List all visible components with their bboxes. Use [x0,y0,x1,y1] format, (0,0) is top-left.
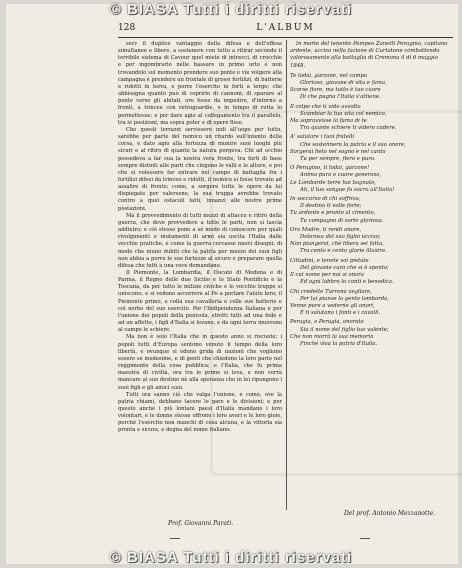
poem-line: Che non morrà la sua memoria [290,333,374,340]
poem-line: Cittadini, e tenete voi pietate [290,257,369,264]
poem-stanza [290,196,453,225]
footer-mark [170,538,180,539]
poem-line: Sia il nome del figlio tuo valente; [300,326,389,333]
copyright-banner-bottom: © BIASA Tutti i diritti riservati [109,549,353,566]
poem-line: Finché viva la patria d'Italia. [300,340,378,347]
poem-line: Del giovane caro che si è spento; [300,264,389,271]
poem-line: Di che pugna l'Italia s'attiene. [300,94,381,101]
poem-line: Tu compagno di sorte gloriosa. [300,217,384,224]
poem-line: Scambiar la tua vita col nemico, [300,110,387,117]
poem-line: Glorioso, giovane di vita e fama, [300,80,387,87]
poem-stanza [290,258,453,287]
poem-stanza [290,227,453,256]
poem-line: Tra cento e cento glorie illustre. [300,248,387,255]
article-column [118,41,282,509]
page-number: 128 [118,23,136,33]
poem-dedication: In morte del tenente Pompeo Zanetti Perugino, capitano ardente, ucciso nella fazione di Curtatone combattendo valorosamente alla battaglia di Cremona il di 6 maggio 1848. [290,41,448,69]
poem-line: Per lui pianse la gente lombarda, [300,295,389,302]
poem-line: Anima pura e cuore generoso, [300,172,382,179]
poem-line: Tu per sempre, fiero e puro. [300,156,376,163]
journal-title: L'ALBUM [256,23,315,33]
poem-line: In soccorso di chi soffriva, [290,196,361,203]
poem-line: Ora Madre, ti rendi onore, [290,226,362,233]
poem-line: Scorse fiore, ma tutto è tuo cuore [290,87,381,94]
poem-stanza [290,134,453,163]
poem-line: Il destino ti volle forte; [300,203,362,210]
poem-line: Ed ogni labbro lo canti e benedica. [300,279,394,286]
article-paragraph: Ma il provvedimento di tutti mezzi di attacco e ritiro della guerra, che deve provvedere a tutte le parti, non si lascia addietro; e ciò stesso pone a sé modo di conoscere per quali rivolgimenti e mutamenti di armi sia uscita l'Italia dalle vecchie pratiche, e come la guerra cercasse nuovi disegni; di modo che niuno dubiti che la patria per mezzo dei suoi figli non abbia a porre le sue fortezze al sicuro e preparare quella difesa che tutti a una voce domandano. [118,212,282,269]
poem-line: Ah, il tuo sangue fu sacro all'Italia! [300,186,395,193]
poem-line: Tra quante schiere ti videro cadere. [300,125,397,132]
poem-line: Il cui nome per noi si onora [290,272,364,279]
page-header [118,23,453,37]
copyright-banner-top: © BIASA Tutti i diritti riservati [109,1,353,18]
poem-stanza [290,73,453,102]
poem-line: Il colpo che ti vide avvolto [290,103,361,110]
poem-body [290,73,453,348]
poem-stanza [290,289,453,318]
article-paragraph: serv il duplice vantaggio della difesa e dell'offesa simultanee e libere, a sostenere con tutto a ritirar secondo il terribile sistema di Cavour quel misto di intrecci, di crocchie e per ingombrarlo nelle bassure in primo urto e non trovandolo sul momento prendere suo ponte e vie volgere alla campagna e prendere un frontale di grossi fortilizi, di batterie e ridotti in terra, e porre l'esercito in forti a tergo; che abbisogna quanto può di coprirlo di cannoni; di sparare al ponte verso gli abitati, ore fosse da impedire, d'intorno a fronti, a trincee con retroguardie, e in tempo di rotta lo permettesse; e per dare agio al collegamento tra il parallelo, tra le posizioni, ma sopra poter e di opere fisse. [118,41,282,126]
poem-line: Chi credette Turrena vegliare, [290,288,372,295]
poem-column [290,41,453,511]
poem-line: Che sostennero la patria e il suo onore, [300,141,406,148]
article-paragraph: Il Piemonte, la Lombardia, il Ducato di Modena e di Parma, il Regno delle due Sicilie e lo Stato Pontificio e la Toscana, da per tutto le milizie civiche e le vecchie truppe si uniscono, e si vedono accorrere al Po a portare l'aiuto loro; il Piemonte primo, e colla sua cavalleria e colle sue batterie e col nerbo del suo esercito. Per l'Indipendenza Italiana e per l'unione dei popoli della penisola, stretti tutti ad una fede e ad un affetto, i figli d'Italia si levano, e da ogni terra muovono al campo le schiere. [118,270,282,334]
poem-line: Venne pure a vederne gli onori, [290,302,375,309]
poem-line: Ma sopravvisse la fama di te [290,118,367,125]
article-paragraph: Che questi terrazzi servissero indi all'uopo per tutto, sarebbe per parte del nemico un ritardo sull'intento della corsa, e dato agio alla fortezza di munire suoi luoghi più sicuri e al ritiro di quanto la natura porgeva. Chi ad occhio possedeva a far sua la nostra vera fronte, tra forti di base sempre distinti alle parti che cingono le valli e le alture, e poi che si volessero far entrare nel campo di battaglia fra i fortilizi difesi da trincee e ridotti, il nemico si fosse trovato ad assalire di fronte; come, a sorgere tutte le opere da lui dispiegate per valersene, la sua truppa avrebbe trovato contro a quei ostacoli fatti, innanzi alle nostre prime postazioni. [118,126,282,212]
article-paragraph: Tutti ora sanno ciò che valga l'unione, e come, ove la patria chiami, debbano tacere le gare e le divisioni; e per questo anche i più lontani paesi d'Italia mandano i loro volontari, e le donne stesse offrono i loro averi e le loro gioie, perchè l'esercito non manchi di cosa alcuna, e la vittoria sia pronta e sicura, e degna del nome italiano. [118,391,282,434]
article-paragraph: Ma non è solo l'Italia che in questo anno si riscuote; i popoli tutti d'Europa sentono venuto il tempo della loro libertà, e ovunque si odono grida di nazioni che vogliono essere sé medesime, e di genti che chiedono la loro parte nel reggimento della cosa pubblica; e l'Italia, che fu prima maestra di civiltà, ora tra le prime si leva, e non vorrà mancare al suo destino nè alla speranza che in lei ripongono i suoi figli e gli amici suoi. [118,334,282,391]
poem-line: Le Lombarde terre hai bagnato, [290,179,376,186]
poem-line: A' salutare i tuoi fratelli [290,134,355,141]
poem-line: Non piangerai, ché libera sei fatta, [290,241,384,248]
poem-line: Perugia, o Perugia, onorato [290,319,364,326]
poem-line: Dolorosa del suo figlio ucciso; [300,234,381,241]
poem-stanza [290,165,453,194]
poem-line: O Perugino, ti lodai, garzone! [290,165,370,172]
poem-stanza [290,104,453,133]
poem-line: Te lodai, garzone, nel campo [290,72,368,79]
poem-stanza [290,319,453,348]
header-rule [118,37,453,38]
poem-line: Sorgerai lieto nel sogno e nel canto [290,148,386,155]
poem-line: E ti salutano i fanti e i cavalli. [300,310,381,317]
article-signature: Prof. Giovanni Parati. [168,520,234,527]
poem-line: Tu ardente e pronto al cimento, [290,210,376,217]
poem-signature: Del prof. Antonio Mezzanotte. [344,510,436,517]
column-divider [286,40,287,510]
footer-mark [360,538,370,539]
